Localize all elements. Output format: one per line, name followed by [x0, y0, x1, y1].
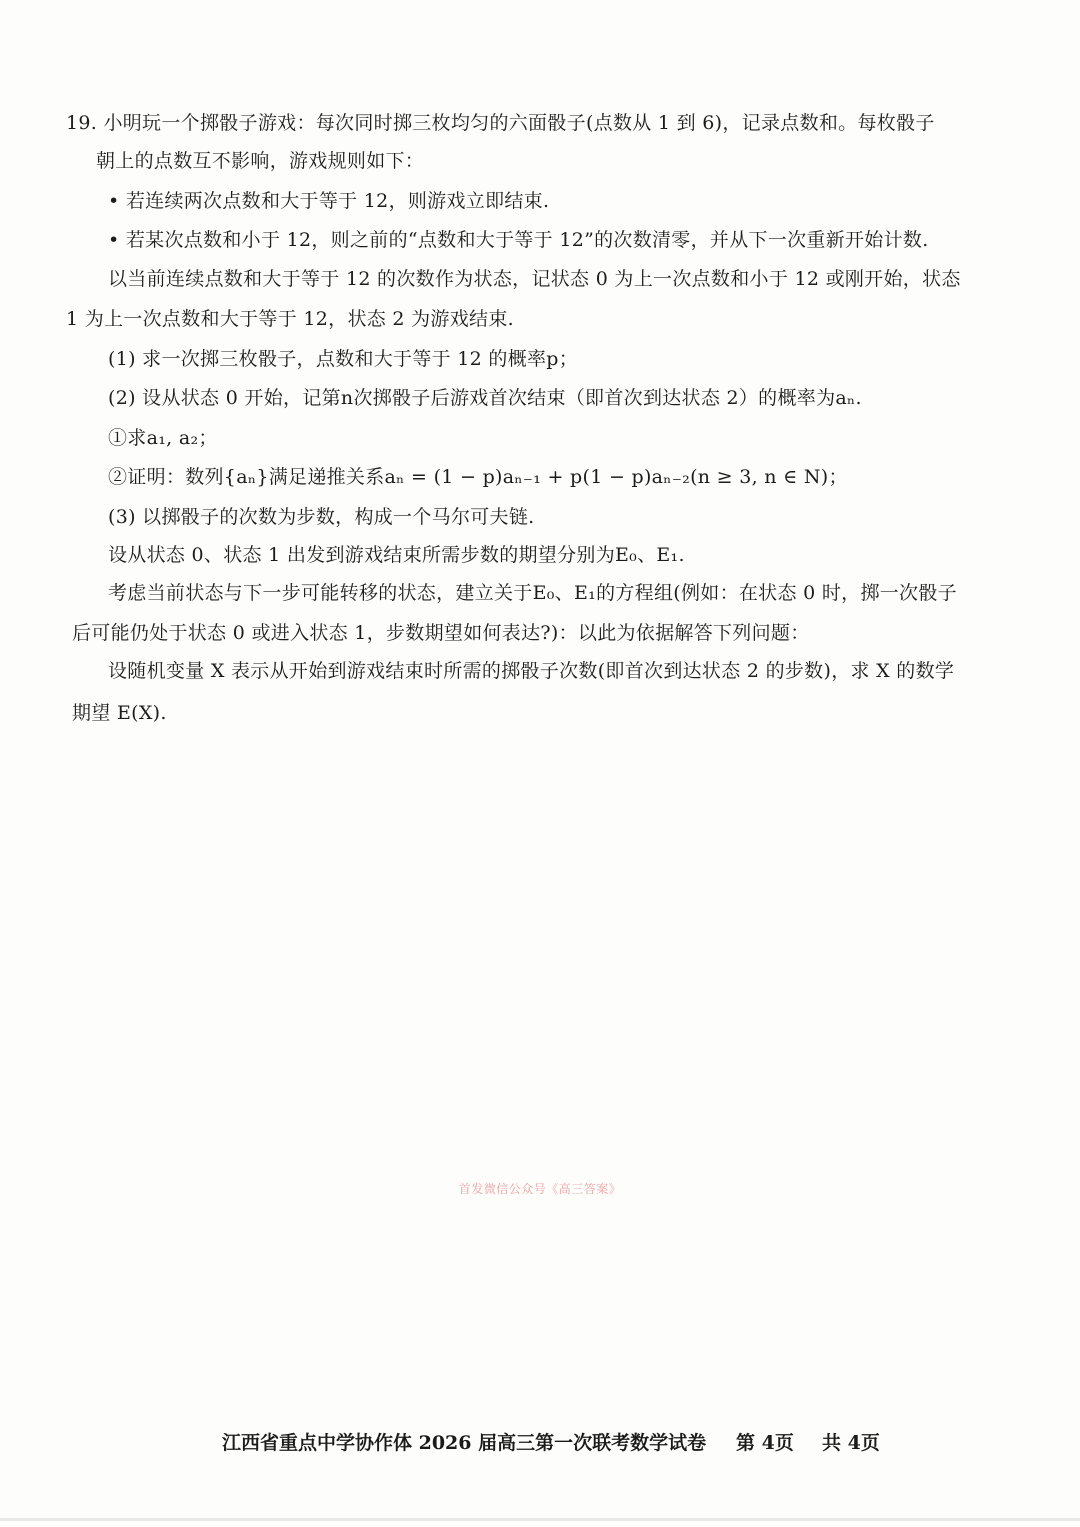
- question-line: 考虑当前状态与下一步可能转移的状态，建立关于E₀、E₁的方程组(例如：在状态 0 时，掷一次骰子: [108, 582, 957, 604]
- question-line: 以当前连续点数和大于等于 12 的次数作为状态，记状态 0 为上一次点数和小于 12 或刚开始，状态: [108, 268, 961, 290]
- question-line: 朝上的点数互不影响，游戏规则如下：: [96, 150, 425, 172]
- page-edge: [0, 1518, 1080, 1521]
- question-line: 后可能仍处于状态 0 或进入状态 1，步数期望如何表达?)：以此为依据解答下列问题：: [72, 622, 810, 644]
- footer-title: 江西省重点中学协作体 2026 届高三第一次联考数学试卷: [222, 1432, 707, 1454]
- watermark-text: 首发微信公众号《高三答案》: [458, 1182, 622, 1196]
- question-line: 19. 小明玩一个掷骰子游戏：每次同时掷三枚均匀的六面骰子(点数从 1 到 6)，记录点数和。每枚骰子: [66, 112, 935, 134]
- sub-question: ①求a₁, a₂；: [108, 427, 218, 449]
- question-line: 设从状态 0、状态 1 出发到游戏结束所需步数的期望分别为E₀、E₁.: [108, 544, 685, 566]
- question-line: 1 为上一次点数和大于等于 12，状态 2 为游戏结束.: [66, 308, 514, 330]
- footer-page-number: 第 4页: [736, 1432, 794, 1454]
- sub-question: (3) 以掷骰子的次数为步数，构成一个马尔可夫链.: [108, 506, 535, 528]
- question-line: 期望 E(X).: [72, 702, 167, 724]
- sub-question: ②证明：数列{aₙ}满足递推关系aₙ = (1 − p)aₙ₋₁ + p(1 − p)aₙ₋₂(n ≥ 3, n ∈ N)；: [108, 466, 848, 488]
- rule-bullet: • 若某次点数和小于 12，则之前的“点数和大于等于 12”的次数清零，并从下一次重新开始计数.: [108, 229, 929, 251]
- question-line: 设随机变量 X 表示从开始到游戏结束时所需的掷骰子次数(即首次到达状态 2 的步数)，求 X 的数学: [108, 660, 955, 682]
- sub-question: (1) 求一次掷三枚骰子，点数和大于等于 12 的概率p；: [108, 348, 579, 370]
- rule-bullet: • 若连续两次点数和大于等于 12，则游戏立即结束.: [108, 190, 550, 212]
- sub-question: (2) 设从状态 0 开始，记第n次掷骰子后游戏首次结束（即首次到达状态 2）的概率为aₙ.: [108, 387, 862, 409]
- footer-total-pages: 共 4页: [822, 1432, 880, 1454]
